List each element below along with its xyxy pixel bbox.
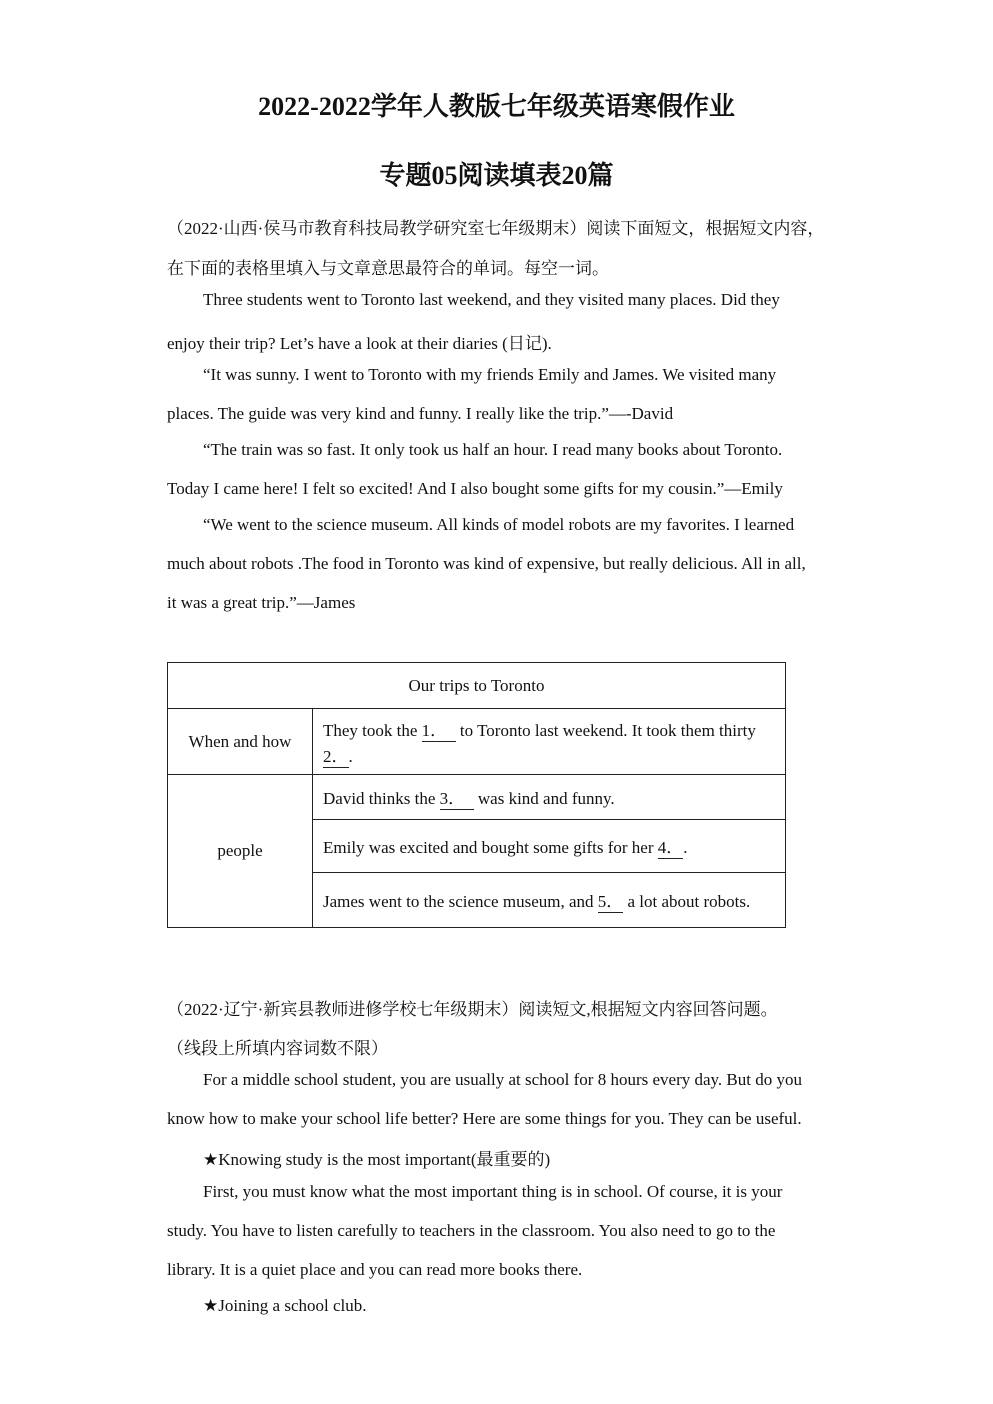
source-line: （2022·辽宁·新宾县教师进修学校七年级期末）阅读短文,根据短文内容回答问题。	[167, 1000, 778, 1019]
page-title: 2022-2022学年人教版七年级英语寒假作业	[258, 92, 735, 121]
row-label-when-and-how: When and how	[168, 709, 313, 775]
section-heading: ★Knowing study is the most important(最重要的)	[203, 1150, 551, 1169]
paragraph-line: know how to make your school life better? Here are some things for you. They can be useful.	[167, 1109, 802, 1128]
answer-blank-3[interactable]: 3．	[440, 784, 474, 810]
cell-text: Emily was excited and bought some gifts for her	[323, 838, 654, 857]
cell-text: .	[348, 746, 353, 766]
paragraph-line: First, you must know what the most important thing is in school. Of course, it is your	[203, 1182, 783, 1201]
table-header: Our trips to Toronto	[168, 663, 786, 709]
answer-blank-4[interactable]: 4．	[658, 833, 684, 859]
table-cell	[313, 709, 786, 775]
page-subtitle: 专题05阅读填表20篇	[379, 161, 614, 190]
answer-blank-2[interactable]: 2．	[323, 742, 349, 768]
paragraph-line: study. You have to listen carefully to teachers in the classroom. You also need to go to the	[167, 1221, 776, 1240]
source-line: （线段上所填内容词数不限）	[167, 1039, 388, 1058]
paragraph-line: “We went to the science museum. All kinds of model robots are my favorites. I learned	[203, 515, 795, 534]
section-heading: ★Joining a school club.	[203, 1296, 367, 1315]
paragraph-line: enjoy their trip? Let’s have a look at their diaries (日记).	[167, 334, 552, 353]
paragraph-line: it was a great trip.”—James	[167, 593, 356, 612]
cell-text: a lot about robots.	[627, 892, 751, 911]
source-line: （2022·山西·侯马市教育科技局教学研究室七年级期末）阅读下面短文，根据短文内容，	[167, 219, 825, 238]
paragraph-line: Today I came here! I felt so excited! And I also bought some gifts for my cousin.”—Emily	[167, 479, 783, 498]
paragraph-line: “The train was so fast. It only took us half an hour. I read many books about Toronto.	[203, 440, 783, 459]
cell-text: David thinks the	[323, 789, 436, 808]
paragraph-line: much about robots .The food in Toronto was kind of expensive, but really delicious. All in all,	[167, 554, 806, 573]
paragraph-line: For a middle school student, you are usually at school for 8 hours every day. But do you	[203, 1070, 802, 1089]
answer-blank-5[interactable]: 5．	[598, 887, 624, 913]
answer-blank-1[interactable]: 1．	[422, 716, 456, 742]
cell-text: They took the	[323, 720, 418, 740]
cell-text: James went to the science museum, and	[323, 892, 594, 911]
table-cell	[313, 820, 786, 873]
table-cell	[313, 873, 786, 928]
row-label-people: people	[168, 775, 313, 928]
table-cell	[313, 775, 786, 820]
fill-in-table	[167, 662, 786, 928]
cell-text: to Toronto last weekend. It took them thirty	[459, 720, 756, 740]
paragraph-line: places. The guide was very kind and funny. I really like the trip.”—-David	[167, 404, 674, 423]
cell-text: was kind and funny.	[477, 789, 615, 808]
paragraph-line: Three students went to Toronto last weekend, and they visited many places. Did they	[203, 290, 780, 309]
paragraph-line: “It was sunny. I went to Toronto with my friends Emily and James. We visited many	[203, 365, 777, 384]
cell-text: .	[683, 838, 688, 857]
paragraph-line: library. It is a quiet place and you can read more books there.	[167, 1260, 583, 1279]
source-line: 在下面的表格里填入与文章意思最符合的单词。每空一词。	[167, 259, 609, 278]
